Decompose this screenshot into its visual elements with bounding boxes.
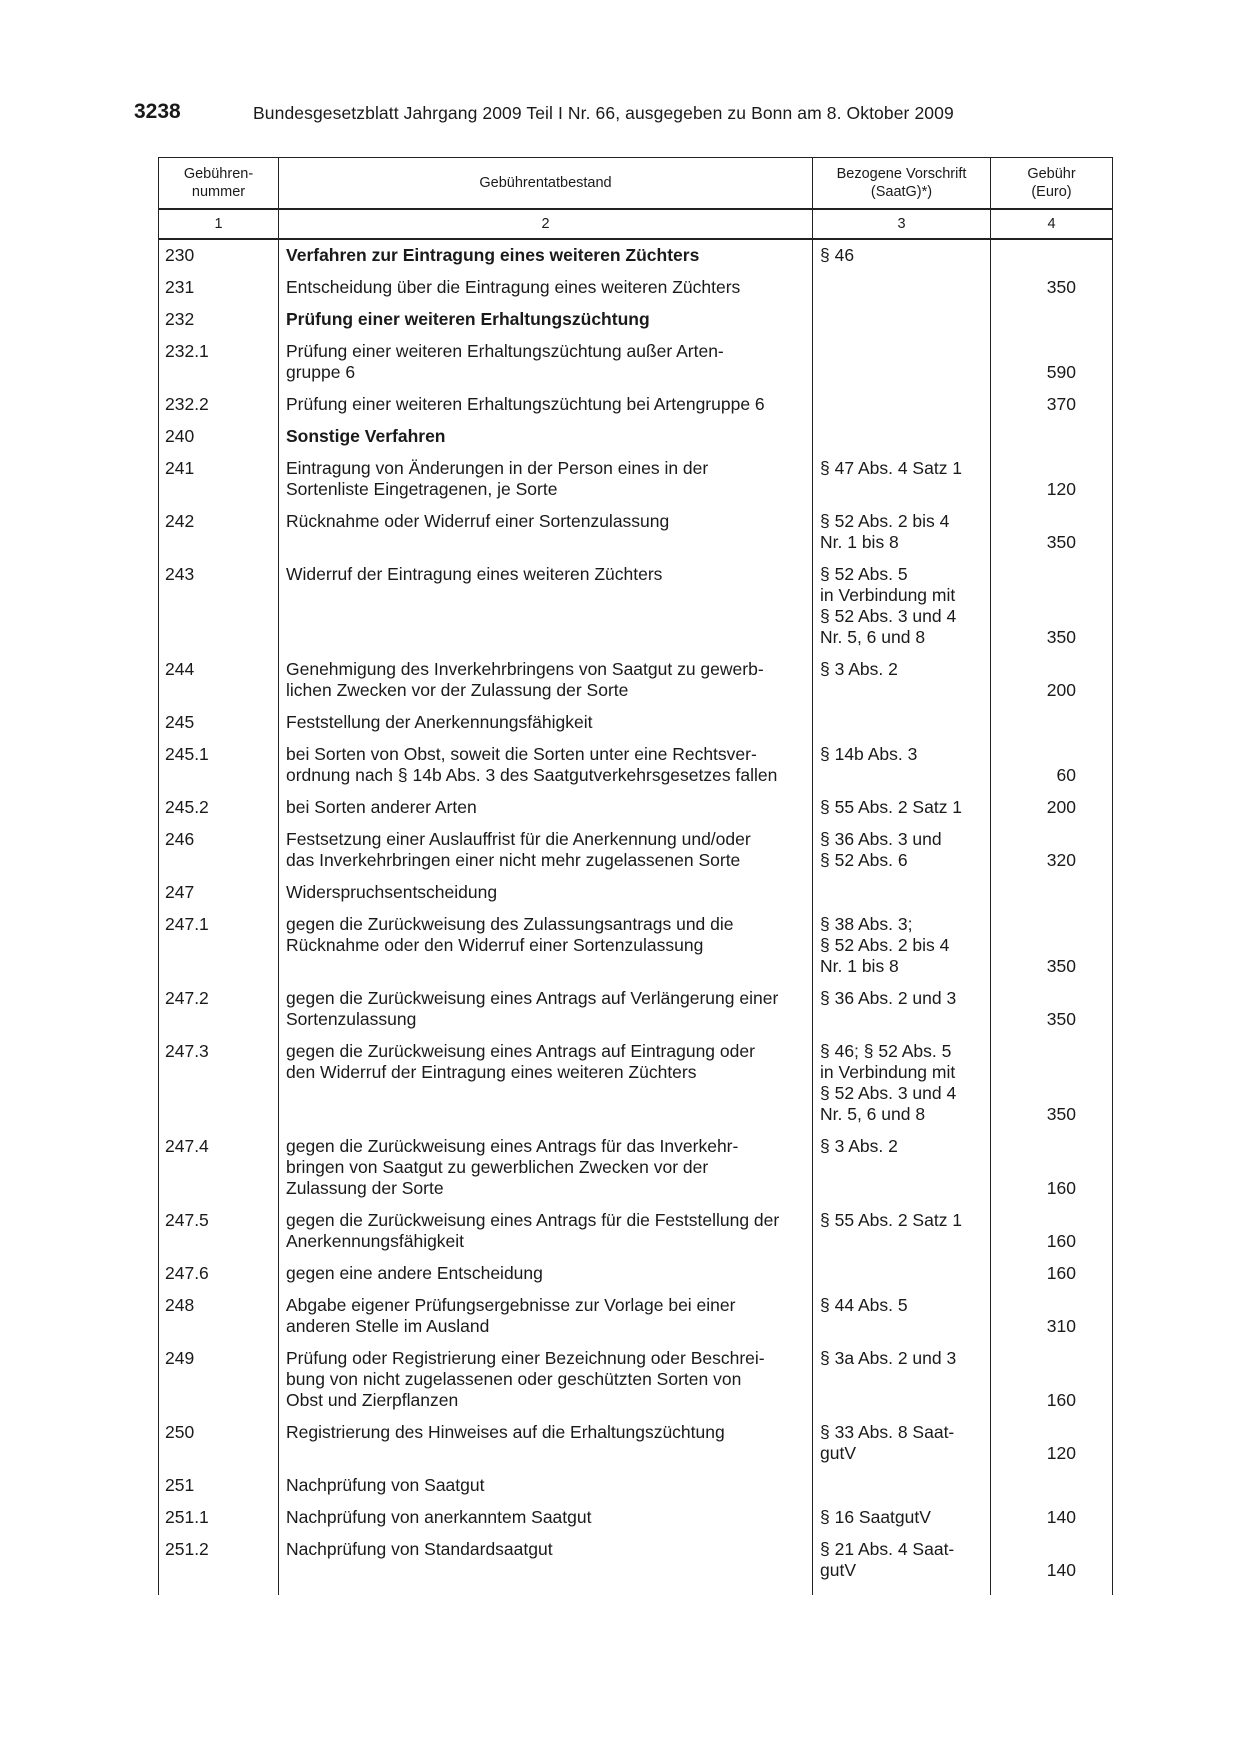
fee-number-cell: 231 bbox=[159, 272, 279, 304]
fee-description-cell: gegen die Zurückweisung eines Antrags für das Inverkehr- bringen von Saatgut zu gewerblichen Zwecken vor der Zulassung der Sorte bbox=[279, 1131, 813, 1205]
fee-description-cell: Festsetzung einer Auslauffrist für die Anerkennung und/oder das Inverkehrbringen einer nicht mehr zugelassenen Sorte bbox=[279, 824, 813, 877]
table-row bbox=[159, 1502, 1113, 1534]
regulation-cell: § 3 Abs. 2 bbox=[813, 1131, 991, 1205]
fee-amount-cell bbox=[991, 239, 1113, 272]
fee-number-cell: 246 bbox=[159, 824, 279, 877]
table-row bbox=[159, 1534, 1113, 1595]
column-number: 3 bbox=[813, 209, 991, 239]
column-header-label: Bezogene Vorschrift (SaatG)*) bbox=[836, 166, 967, 200]
fee-amount-cell: 120 bbox=[991, 1417, 1113, 1470]
regulation-cell bbox=[813, 1258, 991, 1290]
fee-number-cell: 247.5 bbox=[159, 1205, 279, 1258]
fee-number-cell: 245.2 bbox=[159, 792, 279, 824]
regulation-cell: § 33 Abs. 8 Saat- gutV bbox=[813, 1417, 991, 1470]
page-header bbox=[134, 100, 1094, 130]
fee-description-cell: Entscheidung über die Eintragung eines weiteren Züchters bbox=[279, 272, 813, 304]
table-row bbox=[159, 559, 1113, 654]
column-header-label: Gebühr (Euro) bbox=[1027, 166, 1076, 200]
regulation-cell: § 38 Abs. 3; § 52 Abs. 2 bis 4 Nr. 1 bis 8 bbox=[813, 909, 991, 983]
table-row bbox=[159, 453, 1113, 506]
fee-description-cell: gegen die Zurückweisung des Zulassungsantrags und die Rücknahme oder den Widerruf einer Sortenzulassung bbox=[279, 909, 813, 983]
regulation-cell: § 46; § 52 Abs. 5 in Verbindung mit § 52 Abs. 3 und 4 Nr. 5, 6 und 8 bbox=[813, 1036, 991, 1131]
table-row bbox=[159, 336, 1113, 389]
column-header-regulation bbox=[813, 158, 991, 210]
fee-amount-cell: 160 bbox=[991, 1131, 1113, 1205]
fee-amount-cell: 350 bbox=[991, 506, 1113, 559]
table-row bbox=[159, 1343, 1113, 1417]
fee-number-cell: 247.2 bbox=[159, 983, 279, 1036]
fee-table-body bbox=[159, 239, 1113, 1595]
column-header-fee-number bbox=[159, 158, 279, 210]
table-row bbox=[159, 506, 1113, 559]
fee-number-cell: 244 bbox=[159, 654, 279, 707]
fee-amount-cell: 590 bbox=[991, 336, 1113, 389]
table-row bbox=[159, 272, 1113, 304]
fee-number-cell: 240 bbox=[159, 421, 279, 453]
fee-number-cell: 249 bbox=[159, 1343, 279, 1417]
fee-description-cell: Eintragung von Änderungen in der Person eines in der Sortenliste Eingetragenen, je Sorte bbox=[279, 453, 813, 506]
fee-amount-cell: 350 bbox=[991, 983, 1113, 1036]
table-row bbox=[159, 239, 1113, 272]
fee-number-cell: 242 bbox=[159, 506, 279, 559]
table-row bbox=[159, 707, 1113, 739]
regulation-cell: § 55 Abs. 2 Satz 1 bbox=[813, 1205, 991, 1258]
fee-amount-cell: 350 bbox=[991, 559, 1113, 654]
fee-table bbox=[158, 157, 1113, 1595]
fee-amount-cell: 310 bbox=[991, 1290, 1113, 1343]
fee-amount-cell bbox=[991, 707, 1113, 739]
fee-number-cell: 232.1 bbox=[159, 336, 279, 389]
regulation-cell bbox=[813, 272, 991, 304]
fee-number-cell: 251.2 bbox=[159, 1534, 279, 1595]
table-row bbox=[159, 1470, 1113, 1502]
fee-number-cell: 247.6 bbox=[159, 1258, 279, 1290]
fee-number-cell: 247 bbox=[159, 877, 279, 909]
table-row bbox=[159, 1417, 1113, 1470]
table-row bbox=[159, 1036, 1113, 1131]
table-row bbox=[159, 983, 1113, 1036]
fee-amount-cell: 160 bbox=[991, 1258, 1113, 1290]
fee-amount-cell: 140 bbox=[991, 1534, 1113, 1595]
running-head: Bundesgesetzblatt Jahrgang 2009 Teil I Nr. 66, ausgegeben zu Bonn am 8. Oktober 2009 bbox=[253, 103, 954, 123]
column-number: 1 bbox=[159, 209, 279, 239]
fee-description-cell: Prüfung einer weiteren Erhaltungszüchtung bbox=[279, 304, 813, 336]
regulation-cell: § 44 Abs. 5 bbox=[813, 1290, 991, 1343]
fee-description-cell: gegen die Zurückweisung eines Antrags auf Verlängerung einer Sortenzulassung bbox=[279, 983, 813, 1036]
column-header-fee-description bbox=[279, 158, 813, 210]
fee-amount-cell: 350 bbox=[991, 272, 1113, 304]
fee-number-cell: 247.1 bbox=[159, 909, 279, 983]
table-row bbox=[159, 389, 1113, 421]
fee-amount-cell: 350 bbox=[991, 1036, 1113, 1131]
fee-number-cell: 232 bbox=[159, 304, 279, 336]
fee-amount-cell: 160 bbox=[991, 1343, 1113, 1417]
regulation-cell: § 36 Abs. 2 und 3 bbox=[813, 983, 991, 1036]
fee-description-cell: Nachprüfung von Saatgut bbox=[279, 1470, 813, 1502]
fee-number-cell: 247.3 bbox=[159, 1036, 279, 1131]
table-header-row bbox=[159, 158, 1113, 210]
fee-amount-cell: 160 bbox=[991, 1205, 1113, 1258]
regulation-cell bbox=[813, 877, 991, 909]
fee-description-cell: Sonstige Verfahren bbox=[279, 421, 813, 453]
fee-amount-cell: 200 bbox=[991, 792, 1113, 824]
fee-amount-cell: 140 bbox=[991, 1502, 1113, 1534]
fee-number-cell: 251.1 bbox=[159, 1502, 279, 1534]
fee-amount-cell: 370 bbox=[991, 389, 1113, 421]
table-row bbox=[159, 824, 1113, 877]
fee-description-cell: Feststellung der Anerkennungsfähigkeit bbox=[279, 707, 813, 739]
column-header-label: Gebühren- nummer bbox=[183, 166, 254, 200]
table-row bbox=[159, 1258, 1113, 1290]
fee-number-cell: 251 bbox=[159, 1470, 279, 1502]
fee-description-cell: Nachprüfung von Standardsaatgut bbox=[279, 1534, 813, 1595]
table-row bbox=[159, 877, 1113, 909]
fee-description-cell: gegen eine andere Entscheidung bbox=[279, 1258, 813, 1290]
column-number: 2 bbox=[279, 209, 813, 239]
column-header-fee-amount bbox=[991, 158, 1113, 210]
fee-number-cell: 247.4 bbox=[159, 1131, 279, 1205]
fee-amount-cell bbox=[991, 304, 1113, 336]
regulation-cell bbox=[813, 336, 991, 389]
fee-amount-cell bbox=[991, 421, 1113, 453]
fee-description-cell: gegen die Zurückweisung eines Antrags auf Eintragung oder den Widerruf der Eintragung eines weiteren Züchters bbox=[279, 1036, 813, 1131]
fee-number-cell: 230 bbox=[159, 239, 279, 272]
regulation-cell bbox=[813, 707, 991, 739]
regulation-cell bbox=[813, 421, 991, 453]
fee-description-cell: Widerspruchsentscheidung bbox=[279, 877, 813, 909]
regulation-cell: § 14b Abs. 3 bbox=[813, 739, 991, 792]
fee-amount-cell: 120 bbox=[991, 453, 1113, 506]
fee-number-cell: 243 bbox=[159, 559, 279, 654]
fee-amount-cell bbox=[991, 877, 1113, 909]
fee-number-cell: 241 bbox=[159, 453, 279, 506]
fee-description-cell: Widerruf der Eintragung eines weiteren Züchters bbox=[279, 559, 813, 654]
table-row bbox=[159, 792, 1113, 824]
fee-number-cell: 245 bbox=[159, 707, 279, 739]
table-row bbox=[159, 909, 1113, 983]
fee-description-cell: bei Sorten von Obst, soweit die Sorten unter eine Rechtsver- ordnung nach § 14b Abs. 3 des Saatgutverkehrsgesetzes fallen bbox=[279, 739, 813, 792]
regulation-cell: § 36 Abs. 3 und § 52 Abs. 6 bbox=[813, 824, 991, 877]
fee-amount-cell: 320 bbox=[991, 824, 1113, 877]
fee-amount-cell: 350 bbox=[991, 909, 1113, 983]
fee-description-cell: Nachprüfung von anerkanntem Saatgut bbox=[279, 1502, 813, 1534]
fee-number-cell: 250 bbox=[159, 1417, 279, 1470]
regulation-cell bbox=[813, 1470, 991, 1502]
fee-amount-cell: 60 bbox=[991, 739, 1113, 792]
regulation-cell: § 46 bbox=[813, 239, 991, 272]
fee-description-cell: Registrierung des Hinweises auf die Erhaltungszüchtung bbox=[279, 1417, 813, 1470]
fee-description-cell: Verfahren zur Eintragung eines weiteren Züchters bbox=[279, 239, 813, 272]
fee-number-cell: 245.1 bbox=[159, 739, 279, 792]
fee-description-cell: Prüfung oder Registrierung einer Bezeichnung oder Beschrei- bung von nicht zugelassenen oder geschützten Sorten von Obst und Zierpflanzen bbox=[279, 1343, 813, 1417]
fee-number-cell: 232.2 bbox=[159, 389, 279, 421]
regulation-cell: § 47 Abs. 4 Satz 1 bbox=[813, 453, 991, 506]
table-row bbox=[159, 1131, 1113, 1205]
table-row bbox=[159, 1290, 1113, 1343]
fee-amount-cell: 200 bbox=[991, 654, 1113, 707]
regulation-cell bbox=[813, 389, 991, 421]
fee-description-cell: gegen die Zurückweisung eines Antrags für die Feststellung der Anerkennungsfähigkeit bbox=[279, 1205, 813, 1258]
fee-amount-cell bbox=[991, 1470, 1113, 1502]
fee-description-cell: bei Sorten anderer Arten bbox=[279, 792, 813, 824]
table-row bbox=[159, 1205, 1113, 1258]
fee-description-cell: Prüfung einer weiteren Erhaltungszüchtung außer Arten- gruppe 6 bbox=[279, 336, 813, 389]
page-number: 3238 bbox=[134, 100, 181, 123]
regulation-cell bbox=[813, 304, 991, 336]
regulation-cell: § 16 SaatgutV bbox=[813, 1502, 991, 1534]
column-header-label: Gebührentatbestand bbox=[479, 175, 612, 191]
fee-number-cell: 248 bbox=[159, 1290, 279, 1343]
regulation-cell: § 52 Abs. 2 bis 4 Nr. 1 bis 8 bbox=[813, 506, 991, 559]
fee-description-cell: Genehmigung des Inverkehrbringens von Saatgut zu gewerb- lichen Zwecken vor der Zulassung der Sorte bbox=[279, 654, 813, 707]
regulation-cell: § 55 Abs. 2 Satz 1 bbox=[813, 792, 991, 824]
regulation-cell: § 52 Abs. 5 in Verbindung mit § 52 Abs. 3 und 4 Nr. 5, 6 und 8 bbox=[813, 559, 991, 654]
column-number: 4 bbox=[991, 209, 1113, 239]
table-row bbox=[159, 421, 1113, 453]
fee-description-cell: Abgabe eigener Prüfungsergebnisse zur Vorlage bei einer anderen Stelle im Ausland bbox=[279, 1290, 813, 1343]
fee-description-cell: Rücknahme oder Widerruf einer Sortenzulassung bbox=[279, 506, 813, 559]
fee-description-cell: Prüfung einer weiteren Erhaltungszüchtung bei Artengruppe 6 bbox=[279, 389, 813, 421]
regulation-cell: § 3a Abs. 2 und 3 bbox=[813, 1343, 991, 1417]
table-row bbox=[159, 304, 1113, 336]
table-row bbox=[159, 654, 1113, 707]
table-row bbox=[159, 739, 1113, 792]
column-number-row bbox=[159, 209, 1113, 239]
regulation-cell: § 3 Abs. 2 bbox=[813, 654, 991, 707]
regulation-cell: § 21 Abs. 4 Saat- gutV bbox=[813, 1534, 991, 1595]
